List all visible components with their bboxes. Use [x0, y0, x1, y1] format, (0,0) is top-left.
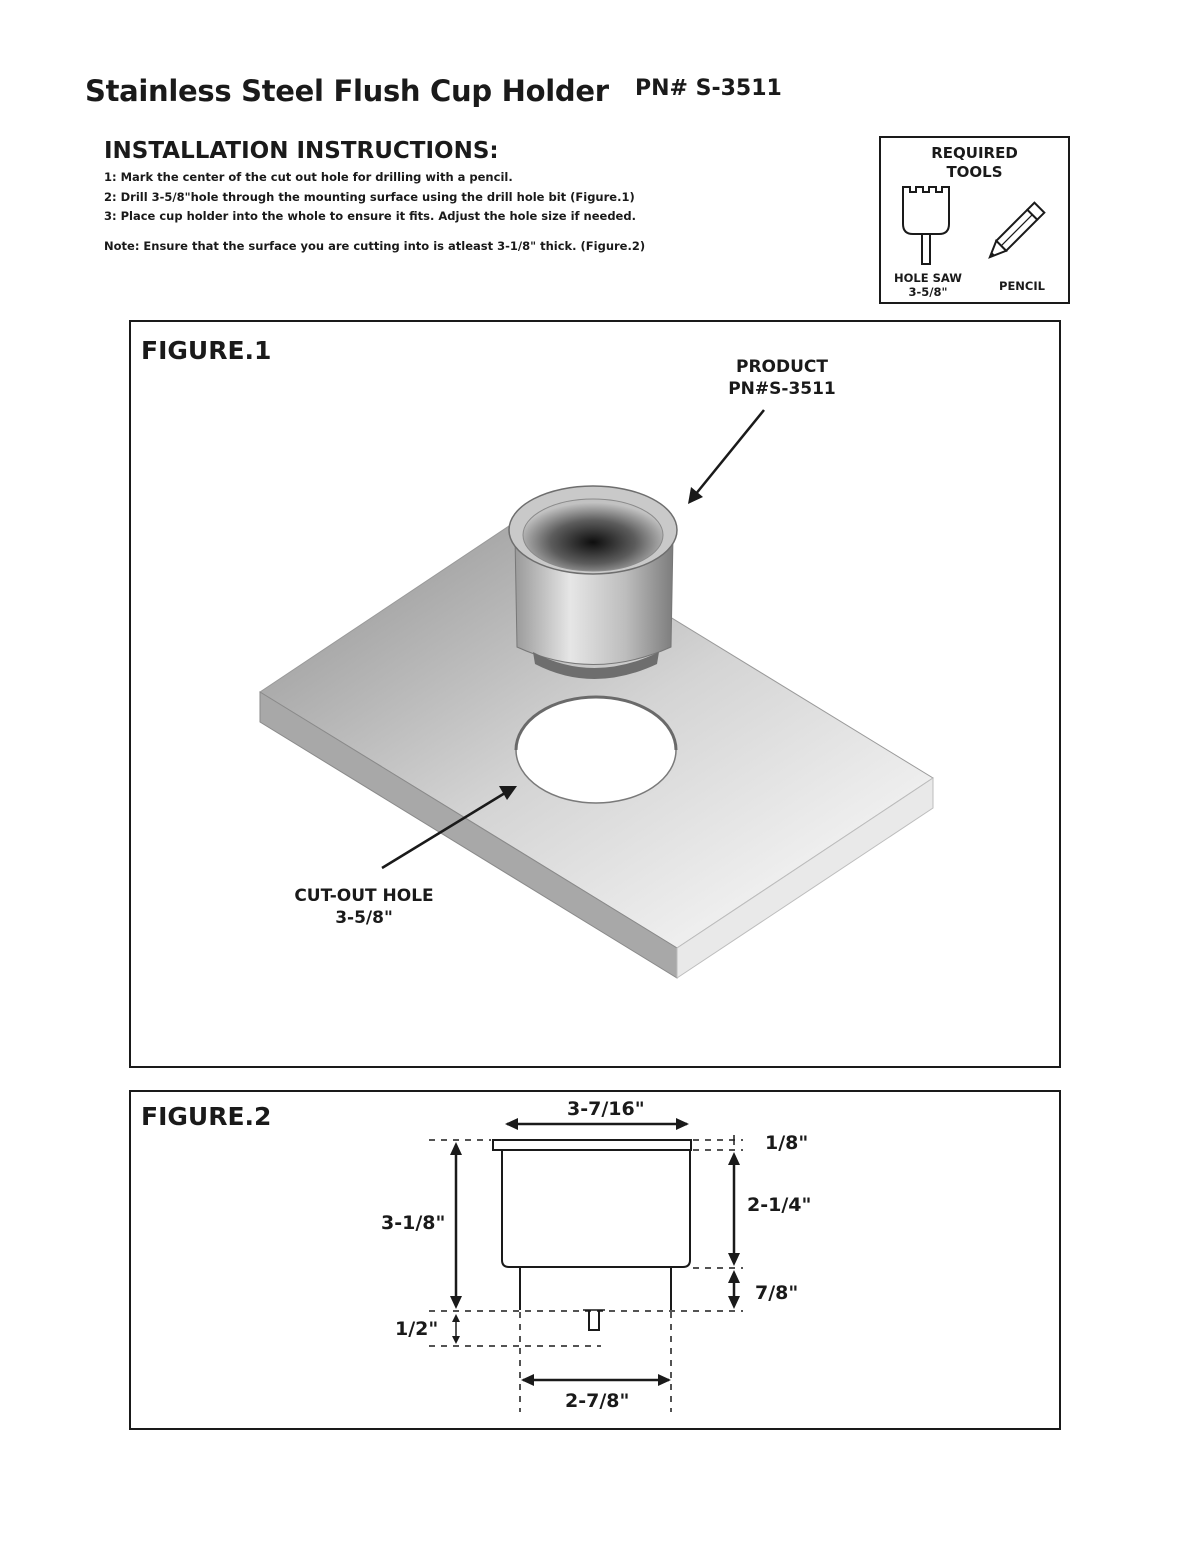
dimension-drain: 1/2" [395, 1318, 439, 1340]
dimension-flange: 1/8" [765, 1132, 809, 1154]
hole-saw-label-line2: 3-5/8" [908, 285, 948, 299]
mounting-board-illustration [131, 322, 1059, 1066]
instruction-step-3: 3: Place cup holder into the whole to ensure it fits. Adjust the hole size if needed. [104, 209, 636, 223]
hole-saw-label [885, 271, 971, 299]
figure-2-title: FIGURE.2 [141, 1102, 272, 1131]
instruction-note: Note: Ensure that the surface you are cutting into is atleast 3-1/8" thick. (Figure.2) [104, 239, 646, 253]
product-callout-line1: PRODUCT [736, 357, 828, 377]
dimension-lower: 7/8" [755, 1282, 799, 1304]
required-tools-box [879, 136, 1070, 304]
product-callout [697, 356, 867, 400]
dimension-bottom-width: 2-7/8" [565, 1390, 630, 1412]
product-callout-line2: PN#S-3511 [728, 379, 836, 399]
figure-2-panel [129, 1090, 1061, 1430]
instructions-heading: INSTALLATION INSTRUCTIONS: [104, 138, 499, 164]
instruction-step-2: 2: Drill 3-5/8"hole through the mounting surface using the drill hole bit (Figure.1) [104, 190, 635, 204]
required-tools-heading [881, 144, 1068, 182]
pencil-icon [981, 186, 1061, 266]
document-title: Stainless Steel Flush Cup Holder [85, 74, 609, 108]
figure-1-title: FIGURE.1 [141, 336, 272, 365]
cut-out-hole-callout-line2: 3-5/8" [335, 908, 393, 928]
dimension-total-height: 3-1/8" [381, 1212, 446, 1234]
tools-heading-line1: REQUIRED [931, 144, 1018, 162]
figure-1-panel [129, 320, 1061, 1068]
pencil-label: PENCIL [999, 279, 1045, 293]
cut-out-hole-callout [269, 885, 459, 929]
tools-heading-line2: TOOLS [946, 163, 1003, 181]
cut-out-hole-callout-line1: CUT-OUT HOLE [294, 886, 434, 906]
hole-saw-label-line1: HOLE SAW [894, 271, 962, 285]
hole-saw-icon [899, 184, 959, 269]
cup-holder-dimension-drawing [131, 1092, 1059, 1428]
dimension-top-width: 3-7/16" [567, 1098, 645, 1120]
part-number: PN# S-3511 [635, 76, 782, 101]
dimension-body: 2-1/4" [747, 1194, 812, 1216]
instruction-step-1: 1: Mark the center of the cut out hole for drilling with a pencil. [104, 170, 513, 184]
